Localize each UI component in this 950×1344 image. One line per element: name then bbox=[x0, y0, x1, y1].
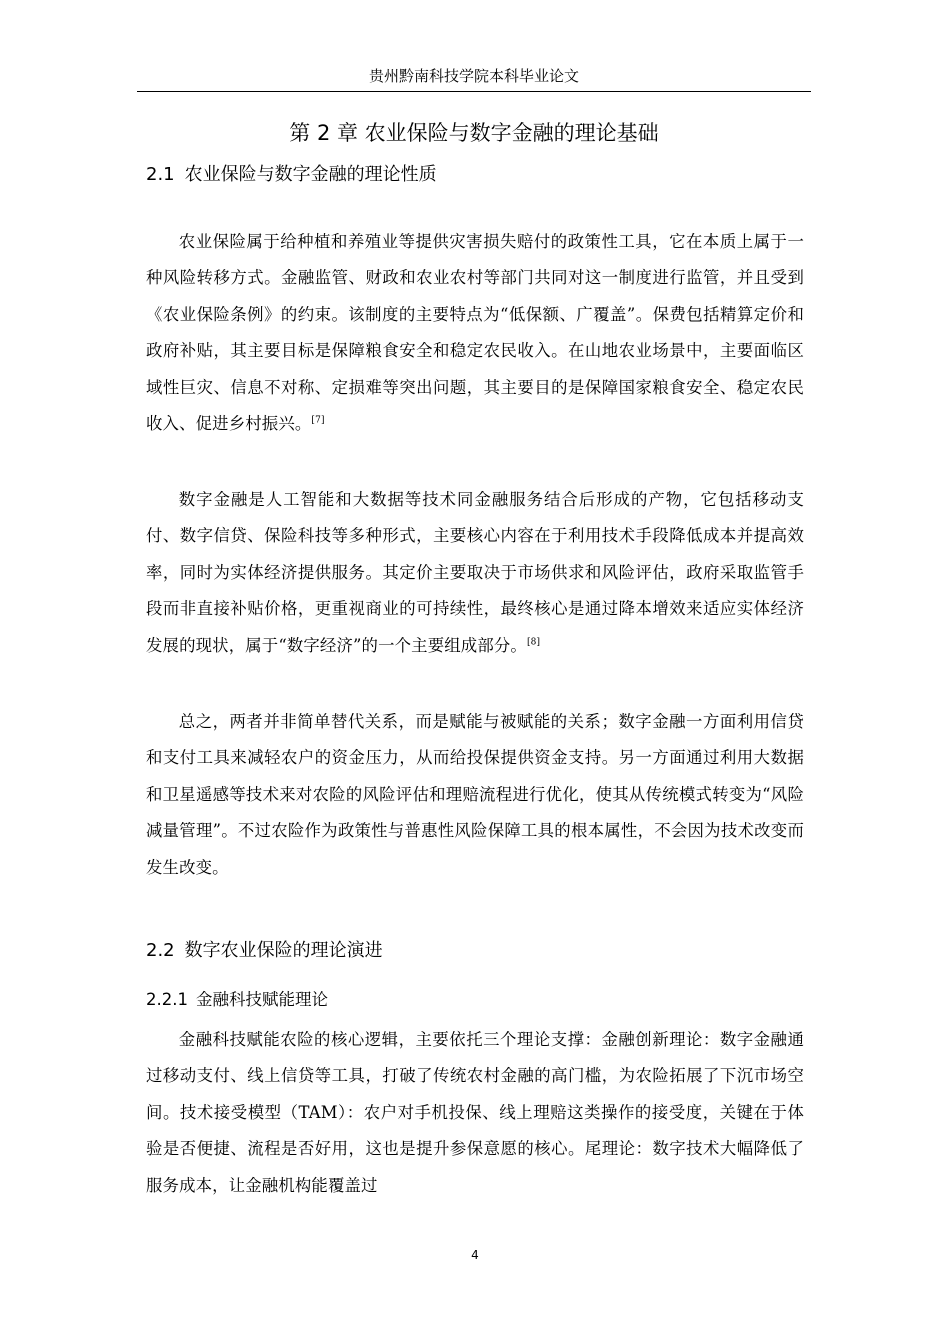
section-heading-2-2 bbox=[146, 937, 383, 965]
subsection-heading-2-2-1 bbox=[146, 987, 328, 1013]
chapter-title: 第 2 章 农业保险与数字金融的理论基础 bbox=[289, 121, 659, 145]
running-header: 贵州黔南科技学院本科毕业论文 bbox=[368, 67, 579, 85]
paragraph-text: 总之，两者并非简单替代关系，而是赋能与被赋能的关系；数字金融一方面利用信贷和支付工具来减轻农户的资金压力，从而给投保提供资金支持。另一方面通过利用大数据和卫星遥感等技术来对农险的风险评估和理赔流程进行优化，使其从传统模式转变为“风险减量管理”。不过农险作为政策性与普惠性风险保障工具的根本属性，不会因为技术改变而发生改变。 bbox=[146, 712, 804, 877]
paragraph-text: 数字金融是人工智能和大数据等技术同金融服务结合后形成的产物，它包括移动支付、数字信贷、保险科技等多种形式，主要核心内容在于利用技术手段降低成本并提高效率，同时为实体经济提供服务。其定价主要取决于市场供求和风险评估，政府采取监管手段而非直接补贴价格，更重视商业的可持续性，最终核心是通过降本增效来适应实体经济发展的现状，属于“数字经济”的一个主要组成部分。 bbox=[146, 490, 804, 655]
section-title: 数字农业保险的理论演进 bbox=[184, 940, 383, 961]
paragraph bbox=[146, 482, 804, 664]
subsection-title: 金融科技赋能理论 bbox=[195, 990, 328, 1009]
section-number: 2.1 bbox=[146, 164, 175, 185]
paragraph bbox=[146, 704, 804, 886]
paragraph bbox=[146, 1022, 804, 1204]
header-divider bbox=[137, 91, 811, 92]
paragraph-text: 金融科技赋能农险的核心逻辑，主要依托三个理论支撑：金融创新理论：数字金融通过移动支付、线上信贷等工具，打破了传统农村金融的高门槛，为农险拓展了下沉市场空间。技术接受模型（TAM）：农户对手机投保、线上理赔这类操作的接受度，关键在于体验是否便捷、流程是否好用，这也是提升参保意愿的核心。尾理论：数字技术大幅降低了服务成本，让金融机构能覆盖过 bbox=[146, 1030, 804, 1195]
page-number: 4 bbox=[471, 1248, 479, 1262]
subsection-number: 2.2.1 bbox=[146, 990, 188, 1009]
section-heading-2-1 bbox=[146, 161, 437, 189]
paragraph-text: 农业保险属于给种植和养殖业等提供灾害损失赔付的政策性工具，它在本质上属于一种风险转移方式。金融监管、财政和农业农村等部门共同对这一制度进行监管，并且受到《农业保险条例》的约束。该制度的主要特点为“低保额、广覆盖”。保费包括精算定价和政府补贴，其主要目标是保障粮食安全和稳定农民收入。在山地农业场景中，主要面临区域性巨灾、信息不对称、定损难等突出问题，其主要目的是保障国家粮食安全、稳定农民收入、促进乡村振兴。 bbox=[146, 232, 804, 434]
paragraph bbox=[146, 224, 804, 442]
section-number: 2.2 bbox=[146, 940, 175, 961]
section-title: 农业保险与数字金融的理论性质 bbox=[184, 164, 437, 185]
citation-ref: [8] bbox=[526, 637, 541, 648]
citation-ref: [7] bbox=[311, 415, 325, 426]
